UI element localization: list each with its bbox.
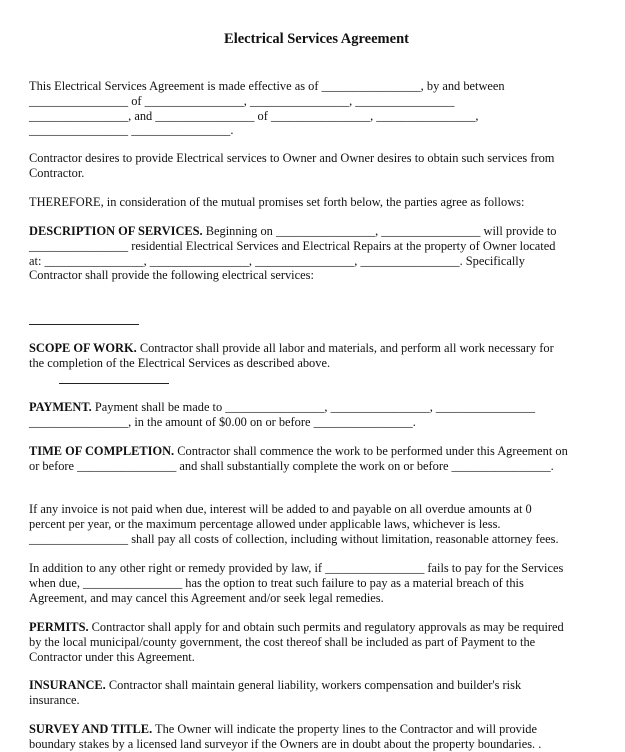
completion-line-1: Contractor shall commence the work to be performed under this Agreement on <box>174 444 568 458</box>
permits-line-3: Contractor under this Agreement. <box>29 649 195 664</box>
interest-paragraph <box>29 502 604 546</box>
insurance-line-1: Contractor shall maintain general liability, workers compensation and builder's risk <box>105 678 522 692</box>
payment-heading: PAYMENT. <box>29 400 92 414</box>
completion-heading: TIME OF COMPLETION. <box>29 444 175 458</box>
services-blank-line <box>29 324 139 325</box>
insurance-section <box>29 678 604 708</box>
recital-paragraph <box>29 151 604 181</box>
remedy-line-2: when due, ________________ has the option to treat such failure to pay as a material breach of this <box>29 575 524 590</box>
scope-line-1: Contractor shall provide all labor and materials, and perform all work necessary for <box>136 341 554 355</box>
remedy-line-3: Agreement, and may cancel this Agreement and/or seek legal remedies. <box>29 590 384 605</box>
intro-line-2: ________________ of ________________, ________________, ________________ <box>29 93 455 108</box>
permits-line-1: Contractor shall apply for and obtain such permits and regulatory approvals as may be required <box>88 620 564 634</box>
completion-line-2: or before ________________ and shall substantially complete the work on or before ________________. <box>29 458 554 473</box>
recital-line-2: Contractor. <box>29 165 85 180</box>
scope-heading: SCOPE OF WORK. <box>29 341 137 355</box>
scope-section <box>29 341 604 371</box>
recital-line-1: Contractor desires to provide Electrical services to Owner and Owner desires to obtain such services from <box>29 151 555 165</box>
payment-section <box>29 400 604 430</box>
survey-section <box>29 722 604 752</box>
remedy-line-1: In addition to any other right or remedy provided by law, if ________________ fails to pay for the Services <box>29 561 564 575</box>
permits-heading: PERMITS. <box>29 620 89 634</box>
survey-heading: SURVEY AND TITLE. <box>29 722 153 736</box>
intro-paragraph <box>29 79 604 138</box>
survey-line-2: boundary stakes by a licensed land surveyor if the Owners are in doubt about the property boundaries. . <box>29 736 542 751</box>
permits-section <box>29 620 604 664</box>
insurance-heading: INSURANCE. <box>29 678 106 692</box>
payment-line-1: Payment shall be made to ________________, ________________, ________________ <box>91 400 536 414</box>
description-heading: DESCRIPTION OF SERVICES. <box>29 224 203 238</box>
insurance-line-2: insurance. <box>29 692 80 707</box>
payment-line-2: ________________, in the amount of $0.00 on or before ________________. <box>29 414 416 429</box>
description-line-2: ________________ residential Electrical Services and Electrical Repairs at the property of Owner located <box>29 238 556 253</box>
therefore-paragraph <box>29 195 604 210</box>
intro-line-4: ________________ ________________. <box>29 123 234 138</box>
interest-line-2: percent per year, or the maximum percentage allowed under applicable laws, whichever is less. <box>29 516 501 531</box>
intro-line-3: ________________, and ________________ of ________________, ________________, <box>29 108 479 123</box>
interest-line-3: ________________ shall pay all costs of collection, including without limitation, reasonable attorney fees. <box>29 531 559 546</box>
document-title: Electrical Services Agreement <box>224 31 409 47</box>
description-line-3: at: ________________, ________________, ________________, ________________. Specifically <box>29 253 525 268</box>
remedy-paragraph <box>29 561 604 605</box>
description-line-1: Beginning on ________________, ________________ will provide to <box>202 224 557 238</box>
scope-line-2: the completion of the Electrical Services as described above. <box>29 355 331 370</box>
permits-line-2: by the local municipal/county government, the cost thereof shall be included as part of Payment to the <box>29 634 536 649</box>
survey-line-1: The Owner will indicate the property lines to the Contractor and will provide <box>152 722 537 736</box>
completion-section <box>29 444 604 474</box>
description-section <box>29 224 604 283</box>
interest-line-1: If any invoice is not paid when due, interest will be added to and payable on all overdue amounts at 0 <box>29 502 532 516</box>
intro-line-1: This Electrical Services Agreement is made effective as of ________________, by and between <box>29 79 505 93</box>
therefore-line: THEREFORE, in consideration of the mutual promises set forth below, the parties agree as follows: <box>29 195 525 209</box>
description-line-4: Contractor shall provide the following electrical services: <box>29 268 314 283</box>
scope-blank-line <box>59 383 169 384</box>
